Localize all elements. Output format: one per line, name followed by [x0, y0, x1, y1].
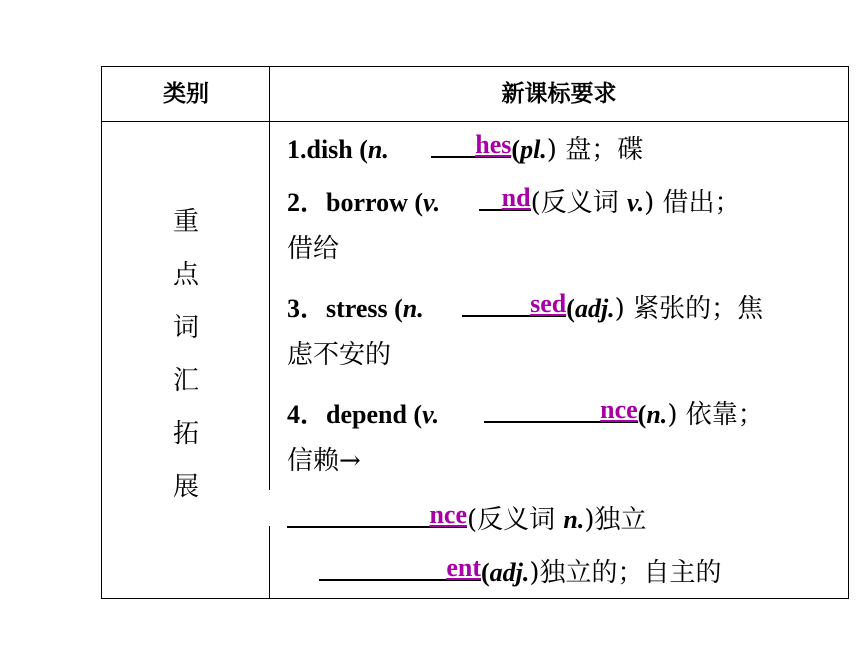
pos-label: n. [367, 135, 389, 164]
header-category: 类别 [163, 81, 209, 107]
gloss: ) 盘；碟 [546, 135, 644, 165]
answer-blank [484, 385, 638, 423]
vocab-line-4: 4．depend (v. nce (n.) 依靠； [287, 385, 764, 433]
answer-blank [319, 543, 481, 581]
vocab-line-4b: 信赖→ [287, 446, 361, 476]
pos-label: adj. [574, 294, 615, 323]
pos-label: pl. [520, 135, 547, 164]
pos-label: v. [627, 188, 645, 217]
occluder [389, 137, 419, 167]
vocab-line-1: 1.dish (n. hes (pl.) 盘；碟 [287, 120, 643, 168]
category-char: 词 [172, 313, 199, 343]
answer-text: nd [501, 183, 531, 212]
pos-label: n. [402, 294, 424, 323]
category-char: 展 [172, 472, 199, 502]
answer-text: nce [600, 395, 638, 424]
pos-label: n. [563, 505, 585, 534]
answer-blank [287, 490, 467, 528]
answer-text: nce [429, 500, 467, 529]
gloss: )独立的；自主的 [529, 558, 722, 588]
pos-label: adj. [489, 558, 530, 587]
occluder [440, 190, 470, 220]
vocab-line-6: ent (adj.)独立的；自主的 [319, 543, 722, 591]
pos-label: n. [646, 400, 668, 429]
answer-blank [479, 173, 531, 211]
vocab-line-2b: 借给 [287, 234, 340, 264]
vocab-line-3b: 虑不安的 [287, 340, 392, 370]
gloss: ) 紧张的；焦 [614, 294, 764, 324]
pos-label: v. [423, 188, 441, 217]
category-char: 拓 [172, 419, 199, 449]
vocab-line-3: 3．stress (n. sed (adj.) 紧张的；焦 [287, 279, 763, 327]
header-requirement: 新课标要求 [501, 81, 617, 107]
pos-label: v. [422, 400, 440, 429]
answer-blank [462, 279, 566, 317]
headword: 4．depend ( [287, 400, 423, 429]
vocab-line-5 [287, 490, 647, 538]
gloss: ) 借出； [644, 188, 741, 218]
gloss: ) 依靠； [667, 400, 764, 430]
gloss: (反义词 [467, 505, 564, 535]
headword: 1.dish ( [287, 135, 368, 164]
answer-text: ent [446, 553, 481, 582]
answer-text: sed [530, 289, 567, 318]
category-char: 汇 [172, 366, 199, 396]
gloss: )独立 [584, 505, 647, 535]
category-char: 点 [172, 260, 199, 290]
headword: 2．borrow ( [287, 188, 424, 217]
headword: 3．stress ( [287, 294, 403, 323]
category-cell [103, 196, 269, 514]
answer-text: hes [475, 130, 512, 159]
category-char: 重 [172, 207, 199, 237]
occluder [424, 296, 454, 326]
gloss: (反义词 [530, 188, 628, 218]
answer-blank [431, 120, 511, 158]
occluder [439, 402, 469, 432]
vocab-line-2 [287, 173, 741, 221]
